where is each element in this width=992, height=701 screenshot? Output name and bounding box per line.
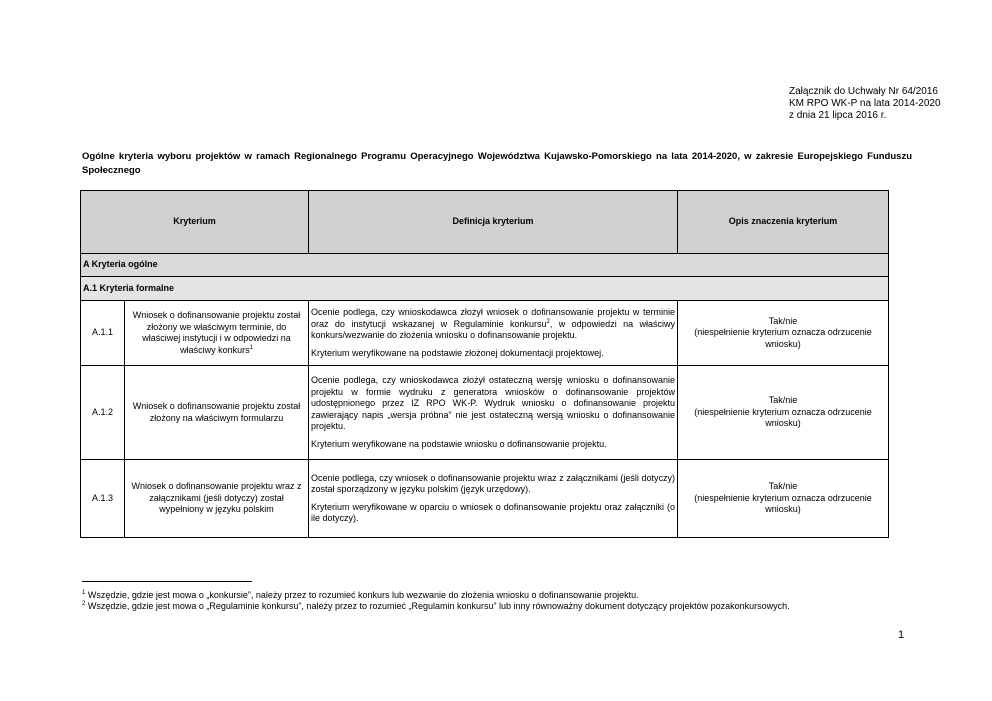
criterion-code: A.1.1	[81, 301, 125, 366]
footnote-text: Wszędzie, gdzie jest mowa o „konkursie”, należy przez to rozumieć konkurs lub wezwanie do złożenia wniosku o dofinansowanie projektu.	[85, 590, 639, 600]
footnote-mark: 2	[82, 601, 86, 607]
header-line-1: Załącznik do Uchwały Nr 64/2016	[789, 86, 938, 97]
table-row	[81, 301, 889, 366]
table-header-row	[81, 191, 889, 254]
header-definicja: Definicja kryterium	[309, 191, 678, 254]
definition-text-cont: , w odpowiedzi na właściwy konkurs/wezwanie do złożenia wniosku o dofinansowanie projektu.	[311, 318, 676, 340]
footnote-divider	[82, 581, 252, 582]
document-title: Ogólne kryteria wyboru projektów w ramach Regionalnego Programu Operacyjnego Województwa Kujawsko-Pomorskiego na lata 2014-2020, w zakresie Europejskiego Funduszu Społecznego	[82, 151, 912, 176]
footnote-ref: 2	[546, 318, 550, 325]
description-value: Tak/nie	[768, 395, 798, 406]
document-header	[789, 86, 979, 122]
verification-text: Kryterium weryfikowane na podstawie wniosku o dofinansowanie projektu.	[311, 438, 607, 449]
definition-text: Ocenie podlega, czy wnioskodawca złożył ostateczną wersję wniosku o dofinansowanie projektu w formie wydruku z generatora wniosków o dofinansowanie projektów udostępnionego przez IZ RPO WK-P. Wydruk wniosku o dofinansowanie projektu zawierający napis „wersja próbna” nie jest ostateczną wersją wniosku o dofinansowanie projektu.	[311, 375, 676, 431]
footnote-mark: 1	[82, 590, 86, 596]
definition-text: Ocenie podlega, czy wniosek o dofinansowanie projektu wraz z załącznikami (jeśli dotyczy) został sporządzony w języku polskim (język urzędowy).	[311, 472, 676, 494]
section-row	[81, 254, 889, 277]
subsection-row	[81, 277, 889, 301]
criteria-table	[80, 190, 889, 538]
criterion-code: A.1.2	[81, 366, 125, 460]
criterion-description	[678, 301, 889, 366]
header-opis: Opis znaczenia kryterium	[678, 191, 889, 254]
footnote-1	[82, 590, 962, 601]
description-value: Tak/nie	[768, 481, 798, 492]
description-note: (niespełnienie kryterium oznacza odrzucenie wniosku)	[694, 406, 872, 429]
description-value: Tak/nie	[768, 315, 798, 326]
table-row	[81, 460, 889, 538]
subsection-title: A.1 Kryteria formalne	[81, 277, 889, 301]
table-row	[81, 366, 889, 460]
criterion-description	[678, 366, 889, 460]
description-note: (niespełnienie kryterium oznacza odrzucenie wniosku)	[694, 327, 872, 349]
footnote-text: Wszędzie, gdzie jest mowa o „Regulaminie konkursu”, należy przez to rozumieć „Regulamin konkursu” lub inny równoważny dokument dotyczący projektów pozakonkursowych.	[85, 601, 790, 611]
criterion-name: Wniosek o dofinansowanie projektu został złożony na właściwym formularzu	[125, 366, 309, 460]
footnote-2	[82, 601, 962, 612]
criterion-definition	[309, 366, 678, 460]
criterion-code: A.1.3	[81, 460, 125, 538]
verification-text: Kryterium weryfikowane w oparciu o wniosek o dofinansowanie projektu oraz załączniki (o ile dotyczy).	[311, 501, 676, 523]
page-number: 1	[898, 629, 905, 641]
criterion-name	[125, 301, 309, 366]
description-note: (niespełnienie kryterium oznacza odrzucenie wniosku)	[694, 492, 872, 515]
verification-text: Kryterium weryfikowane na podstawie złożonej dokumentacji projektowej.	[311, 347, 604, 358]
header-kryterium: Kryterium	[81, 191, 309, 254]
criterion-name: Wniosek o dofinansowanie projektu wraz z załącznikami (jeśli dotyczy) został wypełniony w języku polskim	[125, 460, 309, 538]
criterion-definition	[309, 460, 678, 538]
footnote-ref: 1	[249, 344, 253, 351]
criterion-definition	[309, 301, 678, 366]
criterion-name-text: Wniosek o dofinansowanie projektu został złożony we właściwym terminie, do właściwej instytucji i w odpowiedzi na właściwy konkurs	[132, 310, 301, 355]
footnotes	[82, 590, 962, 612]
section-title: A Kryteria ogólne	[81, 254, 889, 277]
definition-text: Ocenie podlega, czy wnioskodawca złożył wniosek o dofinansowanie projektu w terminie oraz do instytucji wskazanej w Regulaminie konkursu	[311, 307, 676, 329]
header-line-2: KM RPO WK-P na lata 2014-2020	[789, 98, 941, 109]
header-line-3: z dnia 21 lipca 2016 r.	[789, 110, 887, 121]
criterion-description	[678, 460, 889, 538]
